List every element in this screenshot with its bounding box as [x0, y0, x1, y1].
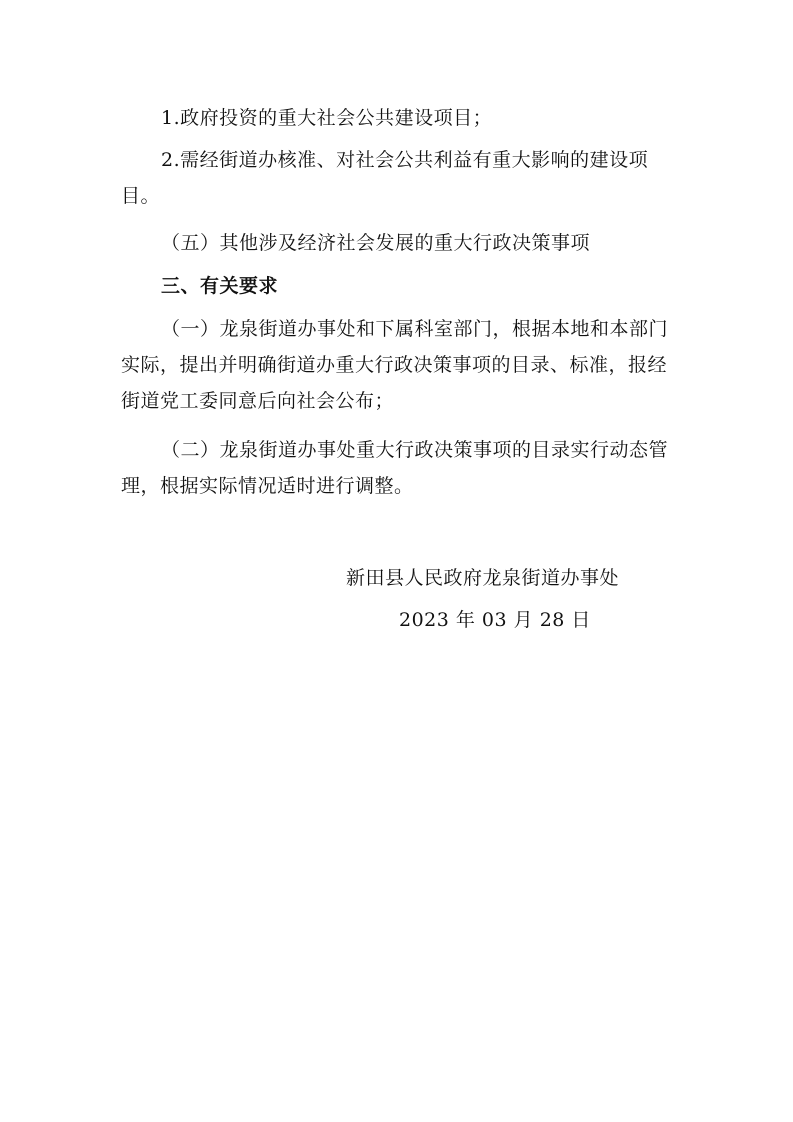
signature-date: 2023 年 03 月 28 日	[399, 609, 591, 631]
section-5-heading: （五）其他涉及经济社会发展的重大行政决策事项	[161, 232, 591, 254]
signature-organization: 新田县人民政府龙泉街道办事处	[346, 567, 620, 589]
requirement-2-paragraph: （二）龙泉街道办事处重大行政决策事项的目录实行动态管理，根据实际情况适时进行调整。	[121, 439, 669, 497]
item-2-paragraph: 2.需经街道办核准、对社会公共利益有重大影响的建设项目。	[121, 149, 649, 207]
section-3-heading: 三、有关要求	[161, 275, 279, 297]
item-1-paragraph: 1.政府投资的重大社会公共建设项目；	[161, 107, 493, 129]
requirement-1-paragraph: （一）龙泉街道办事处和下属科室部门，根据本地和本部门实际，提出并明确街道办重大行政决策事项的目录、标准，报经街道党工委同意后向社会公布；	[121, 318, 669, 412]
